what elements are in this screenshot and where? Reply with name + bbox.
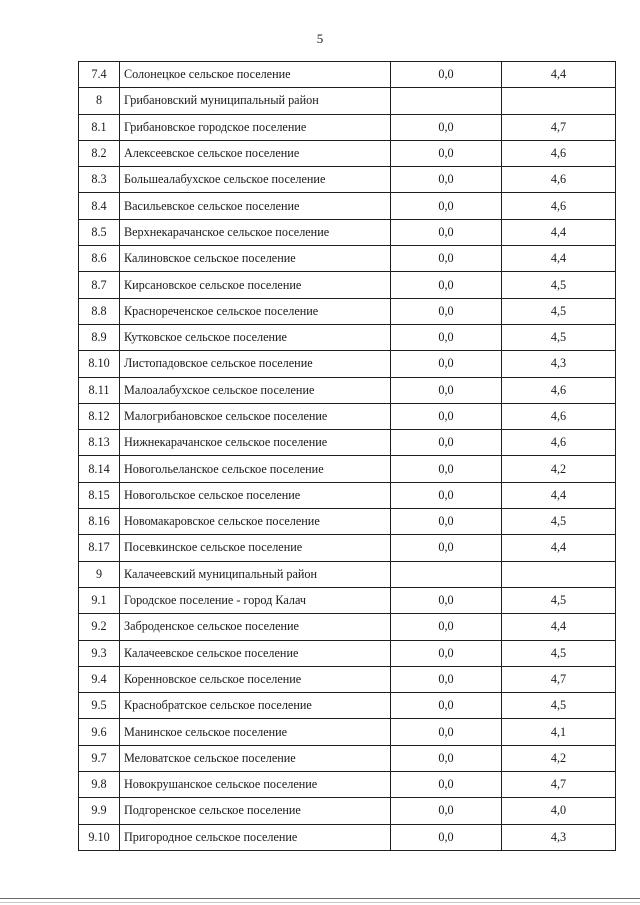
row-number-cell: 9 [79,561,120,587]
row-number-cell: 8.14 [79,456,120,482]
row-number-cell: 8.2 [79,140,120,166]
value-1-cell: 0,0 [391,193,502,219]
table-row [79,430,616,456]
value-1-cell: 0,0 [391,798,502,824]
value-1-cell: 0,0 [391,219,502,245]
value-2-cell: 4,6 [502,430,616,456]
value-2-cell: 4,2 [502,456,616,482]
municipality-name-cell: Кирсановское сельское поселение [120,272,391,298]
row-number-cell: 9.3 [79,640,120,666]
value-2-cell: 4,5 [502,272,616,298]
value-2-cell: 4,5 [502,509,616,535]
municipality-name-cell: Меловатское сельское поселение [120,745,391,771]
bottom-rule-faint [0,902,640,903]
table-row [79,377,616,403]
municipal-table [78,61,616,851]
row-number-cell: 8.1 [79,114,120,140]
value-2-cell: 4,5 [502,298,616,324]
row-number-cell: 8.6 [79,246,120,272]
value-1-cell: 0,0 [391,719,502,745]
municipality-name-cell: Калиновское сельское поселение [120,246,391,272]
value-2-cell: 4,7 [502,666,616,692]
row-number-cell: 8 [79,88,120,114]
value-2-cell: 4,6 [502,193,616,219]
value-1-cell: 0,0 [391,535,502,561]
row-number-cell: 8.16 [79,509,120,535]
value-1-cell: 0,0 [391,298,502,324]
value-2-cell: 4,4 [502,614,616,640]
value-1-cell: 0,0 [391,640,502,666]
municipality-name-cell: Верхнекарачанское сельское поселение [120,219,391,245]
value-2-cell: 4,6 [502,403,616,429]
row-number-cell: 9.6 [79,719,120,745]
value-2-cell: 4,1 [502,719,616,745]
municipality-name-cell: Большеалабухское сельское поселение [120,167,391,193]
row-number-cell: 8.8 [79,298,120,324]
table-row [79,535,616,561]
table-row [79,587,616,613]
value-2-cell: 4,6 [502,140,616,166]
table-row [79,693,616,719]
table-row [79,509,616,535]
table-row [79,666,616,692]
table-row [79,88,616,114]
municipality-name-cell: Васильевское сельское поселение [120,193,391,219]
value-1-cell: 0,0 [391,456,502,482]
municipality-name-cell: Калачеевское сельское поселение [120,640,391,666]
table-row [79,219,616,245]
value-1-cell: 0,0 [391,482,502,508]
value-1-cell: 0,0 [391,324,502,350]
table-row [79,272,616,298]
value-1-cell: 0,0 [391,167,502,193]
municipality-name-cell: Краснореченское сельское поселение [120,298,391,324]
value-2-cell: 4,5 [502,640,616,666]
table-body [79,62,616,851]
value-2-cell: 4,4 [502,535,616,561]
value-2-cell: 4,4 [502,246,616,272]
value-2-cell [502,88,616,114]
municipality-name-cell: Грибановский муниципальный район [120,88,391,114]
municipality-name-cell: Солонецкое сельское поселение [120,62,391,88]
value-2-cell: 4,2 [502,745,616,771]
value-2-cell: 4,6 [502,167,616,193]
row-number-cell: 8.10 [79,351,120,377]
municipality-name-cell: Манинское сельское поселение [120,719,391,745]
value-1-cell: 0,0 [391,140,502,166]
table-row [79,114,616,140]
row-number-cell: 9.9 [79,798,120,824]
table-row [79,719,616,745]
municipality-name-cell: Посевкинское сельское поселение [120,535,391,561]
value-1-cell [391,88,502,114]
municipality-name-cell: Алексеевское сельское поселение [120,140,391,166]
page-number: 5 [316,31,324,46]
municipality-name-cell: Грибановское городское поселение [120,114,391,140]
value-2-cell: 4,5 [502,693,616,719]
value-2-cell [502,561,616,587]
row-number-cell: 7.4 [79,62,120,88]
municipality-name-cell: Листопадовское сельское поселение [120,351,391,377]
table-row [79,324,616,350]
table-row [79,745,616,771]
municipality-name-cell: Новомакаровское сельское поселение [120,509,391,535]
row-number-cell: 8.17 [79,535,120,561]
row-number-cell: 8.9 [79,324,120,350]
row-number-cell: 8.5 [79,219,120,245]
table-row [79,640,616,666]
row-number-cell: 8.15 [79,482,120,508]
value-1-cell: 0,0 [391,509,502,535]
municipality-name-cell: Кутковское сельское поселение [120,324,391,350]
value-2-cell: 4,4 [502,482,616,508]
row-number-cell: 8.12 [79,403,120,429]
municipality-name-cell: Краснобратское сельское поселение [120,693,391,719]
municipality-name-cell: Малогрибановское сельское поселение [120,403,391,429]
row-number-cell: 9.1 [79,587,120,613]
value-2-cell: 4,5 [502,587,616,613]
value-1-cell: 0,0 [391,430,502,456]
value-2-cell: 4,4 [502,219,616,245]
municipality-name-cell: Нижнекарачанское сельское поселение [120,430,391,456]
table-row [79,193,616,219]
value-1-cell: 0,0 [391,62,502,88]
value-2-cell: 4,4 [502,62,616,88]
value-1-cell: 0,0 [391,666,502,692]
table-row [79,140,616,166]
value-1-cell: 0,0 [391,246,502,272]
municipality-name-cell: Калачеевский муниципальный район [120,561,391,587]
table-row [79,456,616,482]
table-row [79,798,616,824]
row-number-cell: 9.2 [79,614,120,640]
value-1-cell [391,561,502,587]
table-row [79,614,616,640]
value-2-cell: 4,5 [502,324,616,350]
row-number-cell: 9.8 [79,772,120,798]
value-2-cell: 4,3 [502,351,616,377]
value-2-cell: 4,7 [502,114,616,140]
bottom-rule [0,898,640,899]
table-row [79,167,616,193]
row-number-cell: 9.10 [79,824,120,850]
value-1-cell: 0,0 [391,824,502,850]
municipality-name-cell: Подгоренское сельское поселение [120,798,391,824]
table-row [79,403,616,429]
row-number-cell: 9.7 [79,745,120,771]
table-row [79,246,616,272]
municipality-name-cell: Новокрушанское сельское поселение [120,772,391,798]
value-2-cell: 4,3 [502,824,616,850]
value-2-cell: 4,6 [502,377,616,403]
municipality-name-cell: Новогольское сельское поселение [120,482,391,508]
municipality-name-cell: Пригородное сельское поселение [120,824,391,850]
row-number-cell: 9.5 [79,693,120,719]
municipality-name-cell: Новогольеланское сельское поселение [120,456,391,482]
row-number-cell: 8.13 [79,430,120,456]
row-number-cell: 8.4 [79,193,120,219]
row-number-cell: 8.11 [79,377,120,403]
value-1-cell: 0,0 [391,114,502,140]
value-1-cell: 0,0 [391,272,502,298]
value-1-cell: 0,0 [391,693,502,719]
table-row [79,298,616,324]
table-row [79,772,616,798]
table-row [79,351,616,377]
value-1-cell: 0,0 [391,403,502,429]
table-row [79,824,616,850]
value-1-cell: 0,0 [391,772,502,798]
table-row [79,482,616,508]
row-number-cell: 9.4 [79,666,120,692]
value-1-cell: 0,0 [391,745,502,771]
row-number-cell: 8.3 [79,167,120,193]
table-row [79,62,616,88]
value-1-cell: 0,0 [391,587,502,613]
municipality-name-cell: Малоалабухское сельское поселение [120,377,391,403]
value-2-cell: 4,0 [502,798,616,824]
table-row [79,561,616,587]
value-2-cell: 4,7 [502,772,616,798]
municipality-name-cell: Городское поселение - город Калач [120,587,391,613]
municipality-name-cell: Заброденское сельское поселение [120,614,391,640]
value-1-cell: 0,0 [391,614,502,640]
municipality-name-cell: Коренновское сельское поселение [120,666,391,692]
value-1-cell: 0,0 [391,351,502,377]
row-number-cell: 8.7 [79,272,120,298]
value-1-cell: 0,0 [391,377,502,403]
